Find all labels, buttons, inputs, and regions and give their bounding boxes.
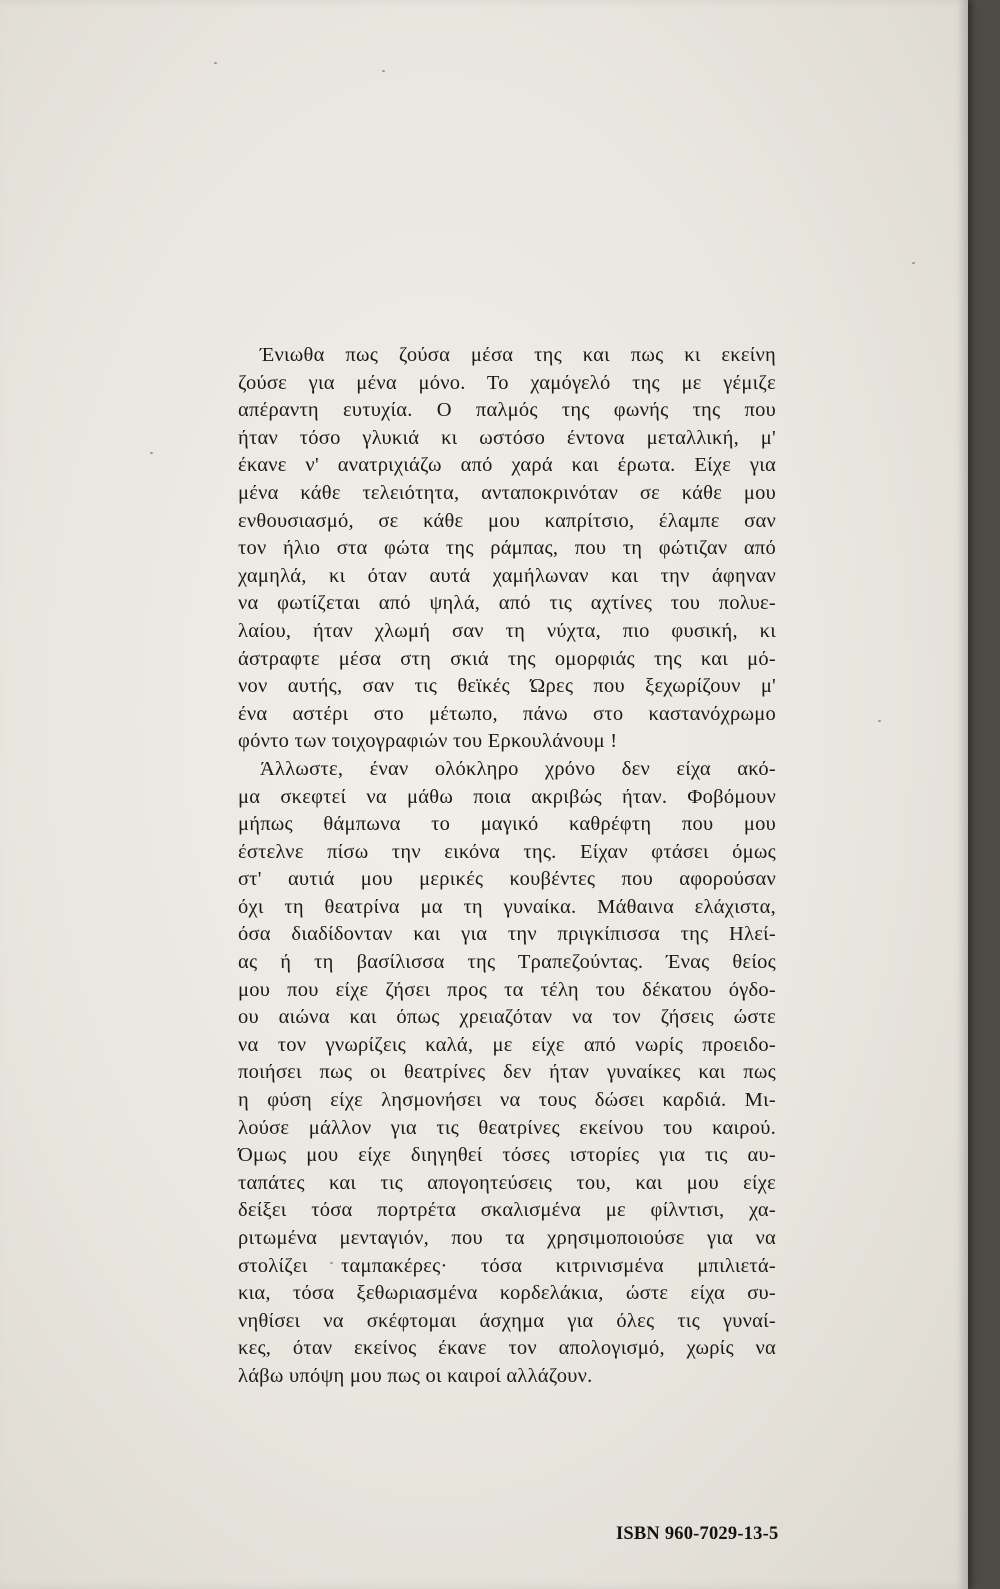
text-line: έστελνε πίσω την εικόνα της. Είχαν φτάσει όμως [238,840,776,863]
text-line: στ' αυτιά μου μερικές κουβέντες που αφορούσαν [238,868,776,891]
cover-edge-shadow [958,0,968,1589]
text-line: λούσε μάλλον για τις θεατρίνες εκείνου του καιρού. [238,1116,776,1139]
paragraph-1 [238,342,776,756]
text-line: η φύση είχε λησμονήσει να τους δώσει καρδιά. Μι- [238,1089,776,1112]
text-line: ενθουσιασμό, σε κάθε μου καπρίτσιο, έλαμπε σαν [238,509,776,532]
text-line: κια, τόσα ξεθωριασμένα κορδελάκια, ώστε είχα συ- [238,1282,776,1305]
text-line: άστραφτε μέσα στη σκιά της ομορφιάς της και μό- [238,647,776,670]
paragraph-2 [238,756,776,1391]
paper-speck [912,262,915,264]
paper-speck [150,452,153,454]
text-line: απέραντη ευτυχία. Ο παλμός της φωνής της που [238,399,776,422]
text-line: έκανε ν' ανατριχιάζω από χαρά και έρωτα. Είχε για [238,454,776,477]
body-text [238,342,776,1391]
isbn-label: ISBN 960-7029-13-5 [616,1524,779,1544]
text-line: λάβω υπόψη μου πως οι καιροί αλλάζουν. [238,1364,593,1387]
text-line: μα σκεφτεί να μάθω ποια ακριβώς ήταν. Φοβόμουν [238,785,776,808]
text-line: Όμως μου είχε διηγηθεί τόσες ιστορίες για τις αυ- [238,1144,776,1167]
text-line: ήταν τόσο γλυκιά κι ωστόσο έντονα μεταλλική, μ' [238,426,776,449]
paper-speck [214,62,217,64]
text-line: κες, όταν εκείνος έκανε τον απολογισμό, χωρίς να [238,1337,776,1360]
text-line: μένα κάθε τελειότητα, ανταποκρινόταν σε κάθε μου [238,481,776,504]
text-line: Άλλωστε, έναν ολόκληρο χρόνο δεν είχα ακό- [260,757,776,780]
text-line: ριτωμένα μενταγιόν, που τα χρησιμοποιούσε για να [238,1227,776,1249]
text-line: λαίου, ήταν χλωμή σαν τη νύχτα, πιο φυσική, κι [238,619,776,642]
text-line: να τον γνωρίζεις καλά, με είχε από νωρίς προειδο- [238,1033,776,1056]
text-line: ζούσε για μένα μόνο. Το χαμόγελό της με γέμιζε [238,371,776,394]
text-line: ένα αστέρι στο μέτωπο, πάνω στο καστανόχρωμο [238,702,776,725]
text-line: χαμηλά, κι όταν αυτά χαμήλωναν και την άφηναν [238,564,776,587]
text-line: φόντο των τοιχογραφιών του Ερκουλάνουμ ! [238,730,618,753]
text-line: ταπάτες και τις απογοητεύσεις του, και μου είχε [238,1171,776,1194]
text-line: να φωτίζεται από ψηλά, από τις αχτίνες του πολυε- [238,592,776,615]
text-line: Ένιωθα πως ζούσα μέσα της και πως κι εκείνη [260,344,776,366]
text-line: ας ή τη βασίλισσα της Τραπεζούντας. Ένας θείος [238,951,776,974]
text-line: μήπως θάμπωνα το μαγικό καθρέφτη που μου [238,813,776,836]
text-line: τον ήλιο στα φώτα της ράμπας, που τη φώτιζαν από [238,537,776,560]
text-line: ου αιώνα και όπως χρειαζόταν να τον ζήσεις ώστε [238,1006,776,1029]
text-line: όχι τη θεατρίνα μα τη γυναίκα. Μάθαινα ελάχιστα, [238,895,776,918]
text-line: στολίζει ταμπακέρες· τόσα κιτρινισμένα μπιλιετά- [238,1254,776,1277]
text-line: νηθίσει να σκέφτομαι άσχημα για όλες τις γυναί- [238,1309,776,1332]
text-line: μου που είχε ζήσει προς τα τέλη του δέκατου όγδο- [238,978,776,1001]
text-line: νον αυτής, σαν τις θεϊκές Ώρες που ξεχωρίζουν μ' [238,675,776,698]
paper-speck [878,720,881,722]
paper-speck [382,70,385,72]
text-line: ποιήσει πως οι θεατρίνες δεν ήταν γυναίκες και πως [238,1061,776,1084]
text-line: δείξει τόσα πορτρέτα σκαλισμένα με φίλντισι, χα- [238,1199,776,1222]
text-line: όσα διαδίδονταν και για την πριγκίπισσα της Ηλεί- [238,923,776,946]
